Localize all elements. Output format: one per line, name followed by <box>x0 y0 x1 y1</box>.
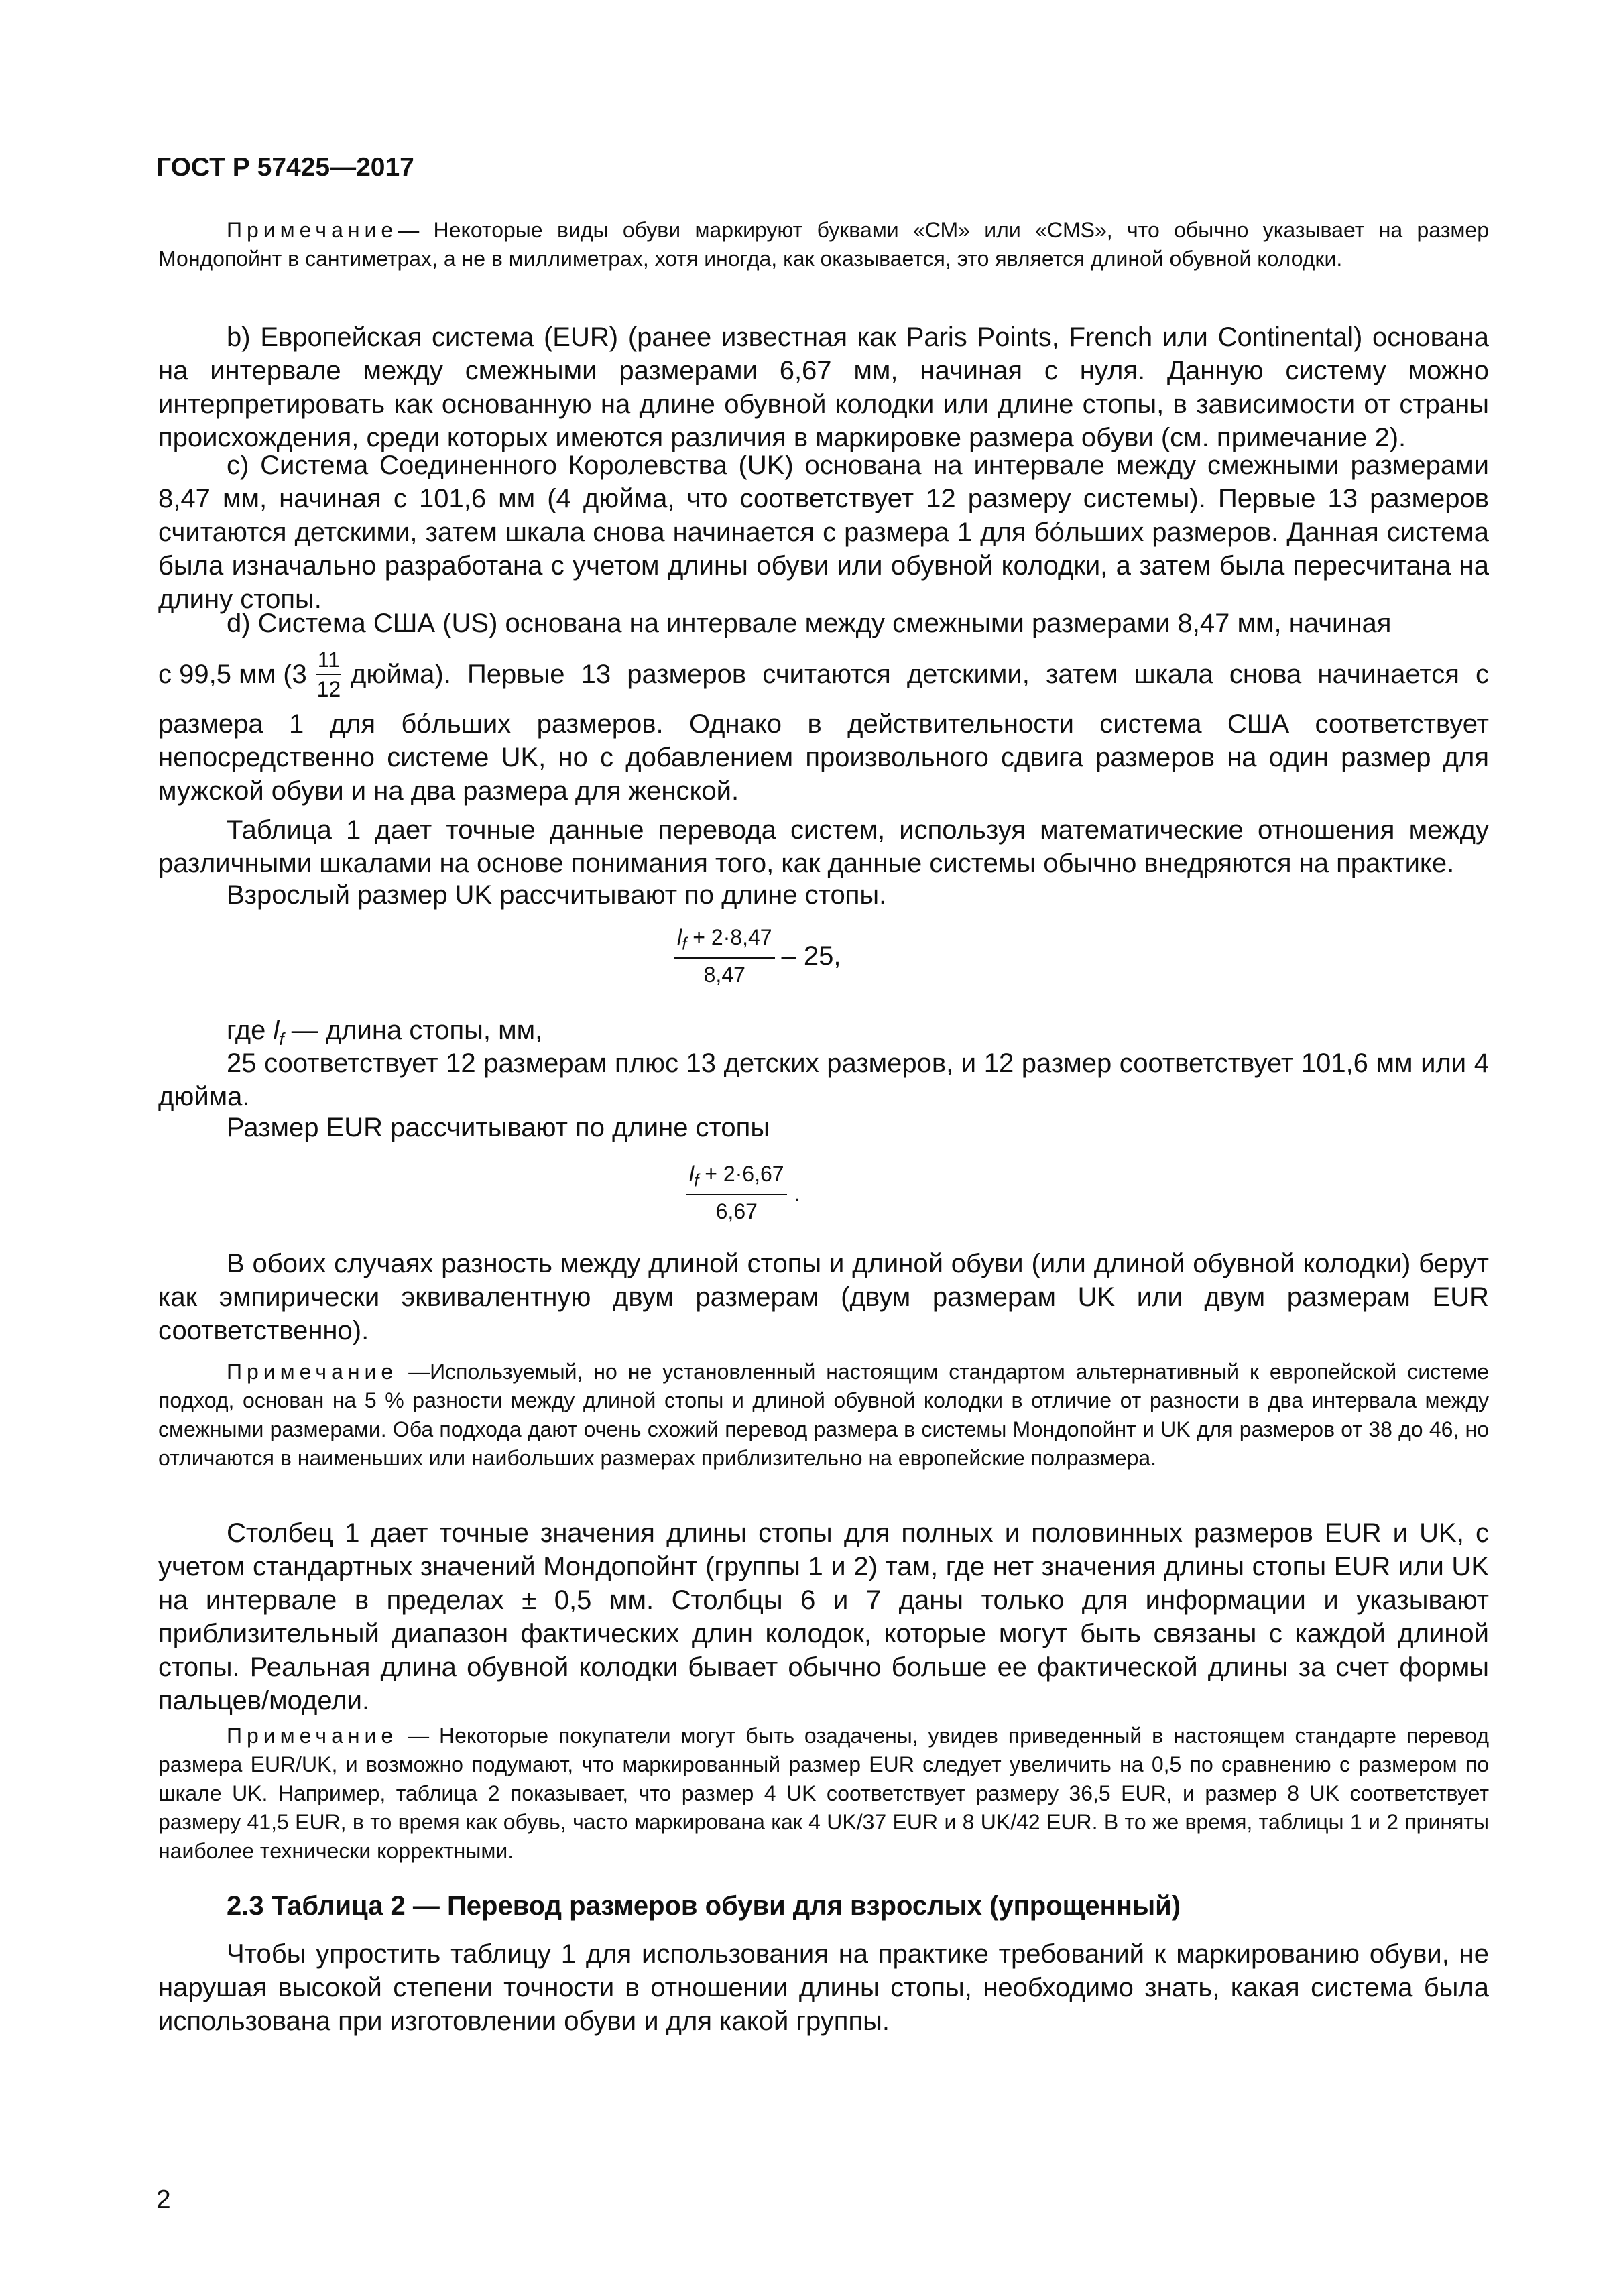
formula-uk-tail: – 25, <box>781 941 841 971</box>
formula-uk <box>674 925 841 987</box>
paragraph-c: c) Система Соединенного Королевства (UK) основана на интервале между смежными размерами 8,47 мм, начиная с 101,6 мм (4 дюйма, что соответствует 12 размеру системы). Первые 13 размеров считаются детскими, затем шкала снова начинается с размера 1 для бо́льших размеров. Данная система была изначально разработана с учетом длины обуви или обувной колодки, а затем была пересчитана на длину стопы. <box>158 450 1489 614</box>
where-clause: где $l_f$ — длина стопы, мм, <box>227 1016 543 1049</box>
note-text: Некоторые покупатели могут быть озадачены, увидев приведенный в настоящем стандарте перевод размера EUR/UK, и возможно подумают, что маркированный размер EUR следует увеличить на 0,5 по сравнению с размером по шкале UK. Например, таблица 2 показывает, что размер 4 UK соответствует размеру 36,5 EUR, и размер 8 UK соответствует размеру 41,5 EUR, в то время как обувь, часто маркирована как 4 UK/37 EUR и 8 UK/42 EUR. В то же время, таблицы 1 и 2 приняты наиболее технически корректными. <box>158 1724 1490 1863</box>
formula-eur-tail: . <box>793 1178 801 1208</box>
note-2: Примечание —Используемый, но не установленный настоящим стандартом альтернативный к европейской системе подход, основан на 5 % разности между длиной стопы и длиной обувной колодки в отличие от разности в два интервала между смежными размерами. Оба подхода дают очень схожий перевод размера в системы Мондопойнт и UK для размеров от 38 до 46, но отличаются в наименьших или наибольших размерах приблизительно на европейские полразмера. <box>158 1360 1490 1470</box>
paragraph-d-fraction-line: с 99,5 мм (3 $\frac{11}{12}$ дюйма). Первые 13 размеров считаются детскими, затем шкала снова начинается с <box>158 648 1489 701</box>
section-2-3-heading: 2.3 Таблица 2 — Перевод размеров обуви для взрослых (упрощенный) <box>227 1891 1181 1921</box>
paragraph-d <box>158 607 1489 808</box>
document-header-title: ГОСТ Р 57425—2017 <box>156 153 414 182</box>
note-label: Примечание <box>227 1360 398 1384</box>
paragraph-both: В обоих случаях разность между длиной стопы и длиной обуви (или длиной обувной колодки) берут как эмпирически эквивалентную двум размерам (двум размерам UK или двум размерам EUR соответственно). <box>158 1249 1489 1345</box>
formula-uk-denominator: 8,47 <box>703 963 745 987</box>
paragraph-simplify: Чтобы упростить таблицу 1 для использования на практике требований к маркированию обуви, не нарушая высокой степени точности в отношении длины стопы, необходимо знать, какая система была использована при изготовлении обуви и для какой группы. <box>158 1939 1489 2036</box>
paragraph-uk-calc: Взрослый размер UK рассчитывают по длине стопы. <box>227 880 887 910</box>
note-text: Используемый, но не установленный настоящим стандартом альтернативный к европейской системе подход, основан на 5 % разности между длиной стопы и длиной обувной колодки в отличие от разности в два интервала между смежными размерами. Оба подхода дают очень схожий перевод размера в системы Мондопойнт и UK для размеров от 38 до 46, но отличаются в наименьших или наибольших размерах приблизительно на европейские полразмера. <box>158 1360 1490 1470</box>
paragraph-eur-calc: Размер EUR рассчитывают по длине стопы <box>227 1113 770 1142</box>
fraction-11-12: $\frac{11}{12}$ <box>316 648 341 701</box>
note-1: Примечание— Некоторые виды обуви маркируют буквами «СМ» или «CMS», что обычно указывает на размер Мондопойнт в сантиметрах, а не в миллиметрах, хотя иногда, как оказывается, это является длиной обувной колодки. <box>158 218 1489 271</box>
paragraph-table1: Таблица 1 дает точные данные перевода систем, используя математические отношения между различными шкалами на основе понимания того, как данные системы обычно внедряются на практике. <box>158 815 1489 878</box>
paragraph-25: 25 соответствует 12 размерам плюс 13 детских размеров, и 12 размер соответствует 101,6 мм или 4 дюйма. <box>158 1048 1489 1111</box>
page-number: 2 <box>156 2185 171 2214</box>
note-label: Примечание <box>227 218 398 242</box>
note-label: Примечание <box>227 1724 398 1748</box>
formula-eur-numerator: $l_f + 2\cdot 6,67$ <box>686 1162 787 1195</box>
note-text: Некоторые виды обуви маркируют буквами «СМ» или «CMS», что обычно указывает на размер Мондопойнт в сантиметрах, а не в миллиметрах, хотя иногда, как оказывается, это является длиной обувной колодки. <box>158 218 1489 271</box>
paragraph-b: b) Европейская система (EUR) (ранее известная как Paris Points, French или Continental) основана на интервале между смежными размерами 6,67 мм, начиная с нуля. Данную систему можно интерпретировать как основанную на длине обувной колодки или длине стопы, в зависимости от страны происхождения, среди которых имеются различия в маркировке размера обуви (см. примечание 2). <box>158 322 1489 452</box>
formula-eur-denominator: 6,67 <box>715 1199 758 1224</box>
note-3: Примечание — Некоторые покупатели могут быть озадачены, увидев приведенный в настоящем стандарте перевод размера EUR/UK, и возможно подумают, что маркированный размер EUR следует увеличить на 0,5 по сравнению с размером по шкале UK. Например, таблица 2 показывает, что размер 4 UK соответствует размеру 36,5 EUR, и размер 8 UK соответствует размеру 41,5 EUR, в то время как обувь, часто маркирована как 4 UK/37 EUR и 8 UK/42 EUR. В то же время, таблицы 1 и 2 приняты наиболее технически корректными. <box>158 1724 1490 1863</box>
paragraph-column1: Столбец 1 дает точные значения длины стопы для полных и половинных размеров EUR и UK, с учетом стандартных значений Мондопойнт (группы 1 и 2) там, где нет значения длины стопы EUR или UK на интервале в пределах ± 0,5 мм. Столбцы 6 и 7 даны только для информации и указывают приблизительный диапазон фактических длин колодок, которые могут быть связаны с каждой длиной стопы. Реальная длина обувной колодки бывает обычно больше ее фактической длины за счет формы пальцев/модели. <box>158 1518 1489 1715</box>
formula-uk-numerator: $l_f + 2\cdot 8,47$ <box>674 925 775 959</box>
paragraph-d-rest: размера 1 для бо́льших размеров. Однако в действительности система США соответствует непосредственно системе UK, но с добавлением произвольного сдвига размеров на один размер для мужской обуви и на два размера для женской. <box>158 709 1489 806</box>
paragraph-d-line1: d) Система США (US) основана на интервале между смежными размерами 8,47 мм, начиная <box>227 609 1392 638</box>
formula-eur <box>686 1162 801 1224</box>
